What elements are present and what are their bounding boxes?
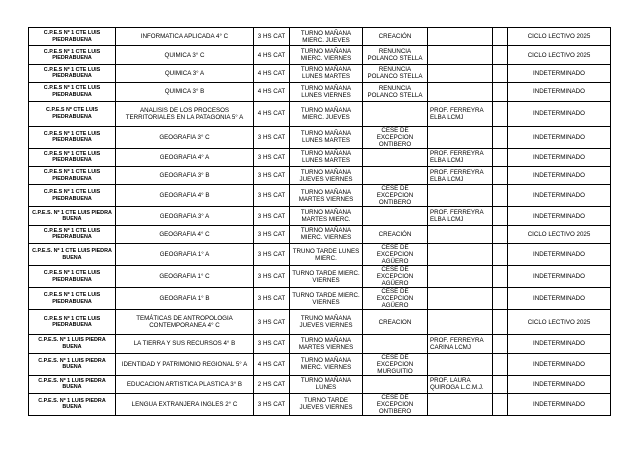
teacher-cell xyxy=(428,126,493,148)
subject-cell: QUIMICA 3° C xyxy=(116,46,254,64)
status-cell: CREACION xyxy=(363,310,428,335)
school-cell: C.P.E.S Nº 1 CTE LUIS PIEDRABUENA xyxy=(29,83,116,101)
hours-cell: 3 HS CAT xyxy=(254,185,290,207)
hours-cell: 3 HS CAT xyxy=(254,207,290,225)
shift-cell: TURNO MAÑANA MARTES VIERNES xyxy=(290,335,363,353)
shift-cell: TURNO MAÑANA LUNES VIERNES xyxy=(290,83,363,101)
hours-cell: 4 HS CAT xyxy=(254,46,290,64)
table-row xyxy=(29,101,611,126)
term-cell: INDETERMINADO xyxy=(508,64,611,82)
shift-cell: TURNO TARDE JUEVES VIERNES xyxy=(290,393,363,415)
school-cell: C.P.E.S Nº 1 CTE LUIS PIEDRABUENA xyxy=(29,266,116,288)
blank-cell xyxy=(493,83,508,101)
term-cell: INDETERMINADO xyxy=(508,126,611,148)
school-cell: C.P.E.S Nº 1 CTE LUIS PIEDRABUENA xyxy=(29,185,116,207)
school-cell: C.P.E.S Nº 1 CTE LUIS PIEDRABUENA xyxy=(29,310,116,335)
blank-cell xyxy=(493,310,508,335)
blank-cell xyxy=(493,126,508,148)
hours-cell: 2 HS CAT xyxy=(254,375,290,393)
teacher-cell: PROF. FERREYRA ELBA LCMJ xyxy=(428,207,493,225)
teacher-cell xyxy=(428,266,493,288)
hours-cell: 3 HS CAT xyxy=(254,244,290,266)
status-cell: CREACIÓN xyxy=(363,225,428,243)
shift-cell: TURNO MAÑANA LUNES MARTES xyxy=(290,126,363,148)
term-cell: CICLO LECTIVO 2025 xyxy=(508,310,611,335)
term-cell: INDETERMINADO xyxy=(508,244,611,266)
subject-cell: GEOGRAFIA 4° A xyxy=(116,148,254,166)
status-cell: CESE DE EXCEPCION ONTIBERO xyxy=(363,393,428,415)
school-cell: C.P.E.S Nº 1 CTE LUIS PIEDRABUENA xyxy=(29,126,116,148)
blank-cell xyxy=(493,148,508,166)
school-cell: C.P.E.S Nº 1 CTE LUIS PIEDRABUENA xyxy=(29,28,116,46)
term-cell: INDETERMINADO xyxy=(508,335,611,353)
table-row xyxy=(29,353,611,375)
subject-cell: ANALISIS DE LOS PROCESOS TERRITORIALES EN LA PATAGONIA 5° A xyxy=(116,101,254,126)
term-cell: CICLO LECTIVO 2025 xyxy=(508,46,611,64)
blank-cell xyxy=(493,353,508,375)
table-row xyxy=(29,148,611,166)
hours-cell: 3 HS CAT xyxy=(254,148,290,166)
hours-cell: 3 HS CAT xyxy=(254,266,290,288)
table-row xyxy=(29,393,611,415)
term-cell: INDETERMINADO xyxy=(508,101,611,126)
shift-cell: TURNO MAÑANA MARTES VIERNES xyxy=(290,185,363,207)
shift-cell: TURNO MAÑANA MIERC. VIERNES xyxy=(290,46,363,64)
shift-cell: TURNO TARDE MIERC. VIERNES xyxy=(290,288,363,310)
table-row xyxy=(29,185,611,207)
shift-cell: TRUNO TARDE LUNES MIERC. xyxy=(290,244,363,266)
table-row xyxy=(29,288,611,310)
hours-cell: 3 HS CAT xyxy=(254,310,290,335)
teacher-cell xyxy=(428,185,493,207)
table-body xyxy=(29,28,611,416)
teacher-cell xyxy=(428,310,493,335)
hours-cell: 4 HS CAT xyxy=(254,101,290,126)
subject-cell: GEOGRAFIA 1° A xyxy=(116,244,254,266)
term-cell: INDETERMINADO xyxy=(508,83,611,101)
shift-cell: TURNO MAÑANA MIERC. VIERNES xyxy=(290,225,363,243)
shift-cell: TURNO MAÑANA MIERC. JUEVES xyxy=(290,101,363,126)
school-cell: C.P.E.S Nº 1 CTE LUIS PIEDRABUENA xyxy=(29,46,116,64)
status-cell: RENUNCIA POLANCO STELLA xyxy=(363,83,428,101)
teacher-cell xyxy=(428,46,493,64)
status-cell: RENUNCIA POLANCO STELLA xyxy=(363,64,428,82)
status-cell xyxy=(363,101,428,126)
school-cell: C.P.E.S. Nº 1 LUIS PIEDRA BUENA xyxy=(29,335,116,353)
shift-cell: TURNO MAÑANA MARTES MIERC. xyxy=(290,207,363,225)
status-cell: CESE DE EXCEPCION AGÜERO xyxy=(363,288,428,310)
table-row xyxy=(29,46,611,64)
blank-cell xyxy=(493,288,508,310)
subject-cell: QUIMICA 3° A xyxy=(116,64,254,82)
status-cell: RENUNCIA POLANCO STELLA xyxy=(363,46,428,64)
teacher-cell: PROF. FERREYRA ELBA LCMJ xyxy=(428,148,493,166)
teacher-cell: PROF. FERREYRA ELBA LCMJ xyxy=(428,101,493,126)
teacher-cell xyxy=(428,288,493,310)
subject-cell: EDUCACION ARTISTICA PLASTICA 3° B xyxy=(116,375,254,393)
hours-cell: 3 HS CAT xyxy=(254,288,290,310)
hours-cell: 3 HS CAT xyxy=(254,28,290,46)
hours-cell: 3 HS CAT xyxy=(254,225,290,243)
blank-cell xyxy=(493,266,508,288)
subject-cell: QUIMICA 3° B xyxy=(116,83,254,101)
status-cell xyxy=(363,335,428,353)
table-row xyxy=(29,375,611,393)
blank-cell xyxy=(493,207,508,225)
term-cell: INDETERMINADO xyxy=(508,266,611,288)
blank-cell xyxy=(493,244,508,266)
subject-cell: GEOGRAFIA 1° B xyxy=(116,288,254,310)
school-cell: C.P.E.S. Nº 1 LUIS PIEDRA BUENA xyxy=(29,353,116,375)
shift-cell: TURNO MAÑANA MIERC. VIERNES xyxy=(290,353,363,375)
term-cell: INDETERMINADO xyxy=(508,353,611,375)
hours-cell: 4 HS CAT xyxy=(254,64,290,82)
table-row xyxy=(29,207,611,225)
hours-cell: 4 HS CAT xyxy=(254,83,290,101)
shift-cell: TURNO MAÑANA JUEVES VIERNES xyxy=(290,166,363,184)
status-cell: CESE DE EXCEPCION ONTIBERO xyxy=(363,126,428,148)
school-cell: C.P.E.S Nº 1 CTE LUIS PIEDRABUENA xyxy=(29,64,116,82)
shift-cell: TRUNO MAÑANA JUEVES VIERNES xyxy=(290,310,363,335)
blank-cell xyxy=(493,28,508,46)
shift-cell: TURNO TARDE MIERC. VIERNES xyxy=(290,266,363,288)
subject-cell: GEOGRAFIA 3° C xyxy=(116,126,254,148)
table-row xyxy=(29,335,611,353)
teacher-cell xyxy=(428,83,493,101)
school-cell: C.P.E.S Nº 1 CTE LUIS PIEDRABUENA xyxy=(29,225,116,243)
blank-cell xyxy=(493,225,508,243)
subject-cell: LA TIERRA Y SUS RECURSOS 4° B xyxy=(116,335,254,353)
subject-cell: IDENTIDAD Y PATRIMONIO REGIONAL 5° A xyxy=(116,353,254,375)
blank-cell xyxy=(493,46,508,64)
status-cell xyxy=(363,375,428,393)
table-row xyxy=(29,310,611,335)
status-cell: CESE DE EXCEPCION AGÜERO xyxy=(363,266,428,288)
blank-cell xyxy=(493,185,508,207)
status-cell: CESE DE EXCEPCION ONTIBERO xyxy=(363,185,428,207)
status-cell: CESE DE EXCEPCION MURGUITIO xyxy=(363,353,428,375)
table-row xyxy=(29,83,611,101)
term-cell: INDETERMINADO xyxy=(508,288,611,310)
term-cell: INDETERMINADO xyxy=(508,207,611,225)
hours-cell: 3 HS CAT xyxy=(254,393,290,415)
shift-cell: TURNO MAÑANA MIERC. JUEVES xyxy=(290,28,363,46)
subject-cell: GEOGRAFIA 3° A xyxy=(116,207,254,225)
blank-cell xyxy=(493,64,508,82)
school-cell: C.P.E.S. Nº 1 LUIS PIEDRA BUENA xyxy=(29,393,116,415)
blank-cell xyxy=(493,375,508,393)
table-row xyxy=(29,64,611,82)
table-row xyxy=(29,28,611,46)
teacher-cell: PROF. LAURA QUIROGA L.C.M.J. xyxy=(428,375,493,393)
shift-cell: TURNO MAÑANA LUNES MARTES xyxy=(290,148,363,166)
teacher-cell xyxy=(428,353,493,375)
school-cell: C.P.E.S. Nº 1 CTE LUIS PIEDRA BUENA xyxy=(29,244,116,266)
school-cell: C.P.E.S Nº 1 CTE LUIS PIEDRABUENA xyxy=(29,148,116,166)
status-cell: CREACIÓN xyxy=(363,28,428,46)
teacher-cell: PROF. FERREYRA ELBA LCMJ xyxy=(428,166,493,184)
term-cell: INDETERMINADO xyxy=(508,185,611,207)
school-cell: C.P.E.S. Nº 1 CTE LUIS PIEDRA BUENA xyxy=(29,207,116,225)
teacher-cell xyxy=(428,64,493,82)
status-cell xyxy=(363,207,428,225)
status-cell: CESE DE EXCEPCION AGÜERO xyxy=(363,244,428,266)
term-cell: CICLO LECTIVO 2025 xyxy=(508,225,611,243)
hours-cell: 3 HS CAT xyxy=(254,335,290,353)
table-row xyxy=(29,166,611,184)
subject-cell: GEOGRAFIA 1° C xyxy=(116,266,254,288)
term-cell: INDETERMINADO xyxy=(508,393,611,415)
teacher-cell xyxy=(428,28,493,46)
subject-cell: TEMÁTICAS DE ANTROPOLOGIA CONTEMPORANEA 4° C xyxy=(116,310,254,335)
hours-cell: 3 HS CAT xyxy=(254,166,290,184)
shift-cell: TURNO MAÑANA LUNES MARTES xyxy=(290,64,363,82)
school-cell: C.P.E.S Nº CTE LUIS PIEDRABUENA xyxy=(29,101,116,126)
hours-cell: 3 HS CAT xyxy=(254,126,290,148)
term-cell: CICLO LECTIVO 2025 xyxy=(508,28,611,46)
term-cell: INDETERMINADO xyxy=(508,148,611,166)
subject-cell: INFORMATICA APLICADA 4° C xyxy=(116,28,254,46)
status-cell xyxy=(363,148,428,166)
table-row xyxy=(29,225,611,243)
subject-cell: GEOGRAFIA 4° B xyxy=(116,185,254,207)
subject-cell: GEOGRAFIA 4° C xyxy=(116,225,254,243)
school-cell: C.P.E.S. Nº 1 LUIS PIEDRA BUENA xyxy=(29,375,116,393)
vacancy-table xyxy=(28,27,611,416)
blank-cell xyxy=(493,335,508,353)
shift-cell: TURNO MAÑANA LUNES xyxy=(290,375,363,393)
hours-cell: 4 HS CAT xyxy=(254,353,290,375)
blank-cell xyxy=(493,101,508,126)
table-row xyxy=(29,126,611,148)
subject-cell: GEOGRAFIA 3° B xyxy=(116,166,254,184)
teacher-cell xyxy=(428,393,493,415)
blank-cell xyxy=(493,393,508,415)
teacher-cell: PROF. FERREYRA CARINA LCMJ xyxy=(428,335,493,353)
school-cell: C.P.E.S Nº 1 CTE LUIS PIEDRABUENA xyxy=(29,166,116,184)
teacher-cell xyxy=(428,244,493,266)
term-cell: INDETERMINADO xyxy=(508,375,611,393)
term-cell: INDETERMINADO xyxy=(508,166,611,184)
table-row xyxy=(29,266,611,288)
blank-cell xyxy=(493,166,508,184)
status-cell xyxy=(363,166,428,184)
school-cell: C.P.E.S Nº 1 CTE LUIS PIEDRABUENA xyxy=(29,288,116,310)
teacher-cell xyxy=(428,225,493,243)
table-row xyxy=(29,244,611,266)
subject-cell: LENGUA EXTRANJERA INGLES 2° C xyxy=(116,393,254,415)
